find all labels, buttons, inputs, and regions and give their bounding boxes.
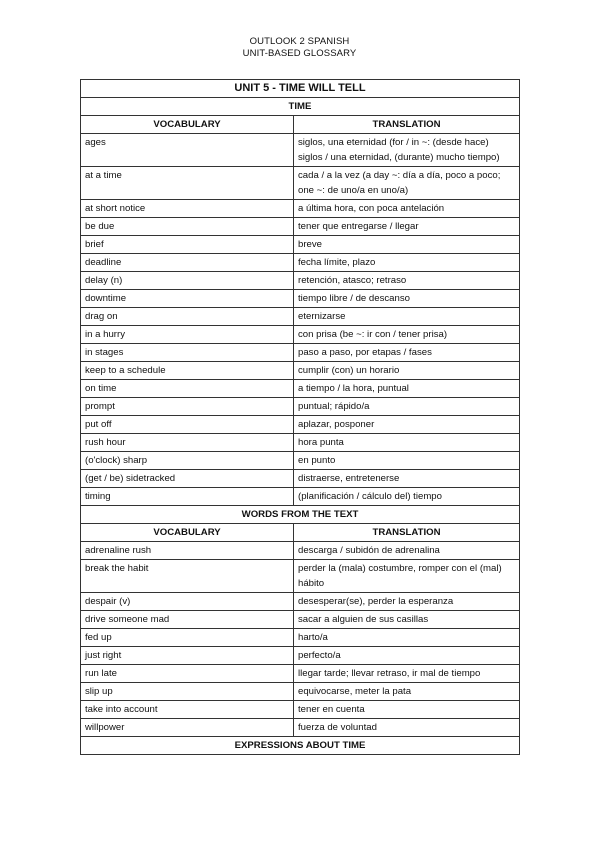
vocabulary-term: rush hour bbox=[81, 434, 294, 452]
glossary-body bbox=[81, 80, 520, 755]
glossary-row bbox=[81, 290, 520, 308]
translation-text: sacar a alguien de sus casillas bbox=[294, 611, 520, 629]
vocabulary-term: slip up bbox=[81, 683, 294, 701]
vocabulary-term: be due bbox=[81, 218, 294, 236]
vocabulary-term: timing bbox=[81, 488, 294, 506]
vocabulary-term: willpower bbox=[81, 719, 294, 737]
section-title: TIME bbox=[81, 98, 520, 116]
translation-text: a tiempo / la hora, puntual bbox=[294, 380, 520, 398]
column-header-row bbox=[81, 524, 520, 542]
glossary-row bbox=[81, 362, 520, 380]
translation-text: fuerza de voluntad bbox=[294, 719, 520, 737]
glossary-row bbox=[81, 470, 520, 488]
vocabulary-term: run late bbox=[81, 665, 294, 683]
glossary-row bbox=[81, 272, 520, 290]
vocabulary-term: deadline bbox=[81, 254, 294, 272]
glossary-row bbox=[81, 254, 520, 272]
translation-text: distraerse, entretenerse bbox=[294, 470, 520, 488]
glossary-row bbox=[81, 629, 520, 647]
translation-text: tener en cuenta bbox=[294, 701, 520, 719]
vocabulary-term: take into account bbox=[81, 701, 294, 719]
glossary-row bbox=[81, 434, 520, 452]
translation-text: a última hora, con poca antelación bbox=[294, 200, 520, 218]
vocabulary-term: in stages bbox=[81, 344, 294, 362]
translation-text: fecha límite, plazo bbox=[294, 254, 520, 272]
translation-text: breve bbox=[294, 236, 520, 254]
section-title-row bbox=[81, 506, 520, 524]
translation-text: paso a paso, por etapas / fases bbox=[294, 344, 520, 362]
vocabulary-term: at short notice bbox=[81, 200, 294, 218]
document-subtitle: UNIT-BASED GLOSSARY bbox=[242, 48, 357, 59]
section-title-row bbox=[81, 98, 520, 116]
glossary-row bbox=[81, 200, 520, 218]
glossary-row bbox=[81, 236, 520, 254]
glossary-row bbox=[81, 719, 520, 737]
vocabulary-term: delay (n) bbox=[81, 272, 294, 290]
translation-text: cada / a la vez (a day ~: día a día, poco a poco; one ~: de uno/a en uno/a) bbox=[294, 167, 520, 200]
glossary-row bbox=[81, 218, 520, 236]
translation-text: eternizarse bbox=[294, 308, 520, 326]
glossary-row bbox=[81, 326, 520, 344]
translation-text: hora punta bbox=[294, 434, 520, 452]
glossary-row bbox=[81, 452, 520, 470]
vocabulary-term: downtime bbox=[81, 290, 294, 308]
unit-title-row bbox=[81, 80, 520, 98]
glossary-row bbox=[81, 593, 520, 611]
vocabulary-term: put off bbox=[81, 416, 294, 434]
vocabulary-term: despair (v) bbox=[81, 593, 294, 611]
translation-text: tiempo libre / de descanso bbox=[294, 290, 520, 308]
translation-text: retención, atasco; retraso bbox=[294, 272, 520, 290]
vocabulary-term: (get / be) sidetracked bbox=[81, 470, 294, 488]
unit-title: UNIT 5 - TIME WILL TELL bbox=[81, 80, 520, 98]
translation-text: llegar tarde; llevar retraso, ir mal de tiempo bbox=[294, 665, 520, 683]
glossary-row bbox=[81, 380, 520, 398]
vocabulary-term: at a time bbox=[81, 167, 294, 200]
glossary-row bbox=[81, 647, 520, 665]
glossary-row bbox=[81, 542, 520, 560]
column-header-row bbox=[81, 116, 520, 134]
vocabulary-term: keep to a schedule bbox=[81, 362, 294, 380]
vocabulary-term: adrenaline rush bbox=[81, 542, 294, 560]
translation-text: en punto bbox=[294, 452, 520, 470]
vocabulary-term: break the habit bbox=[81, 560, 294, 593]
translation-text: harto/a bbox=[294, 629, 520, 647]
vocabulary-term: brief bbox=[81, 236, 294, 254]
page-header bbox=[0, 36, 599, 60]
glossary-row bbox=[81, 167, 520, 200]
column-header-translation: TRANSLATION bbox=[294, 524, 520, 542]
section-title: EXPRESSIONS ABOUT TIME bbox=[81, 737, 520, 755]
section-title-row bbox=[81, 737, 520, 755]
document-title: OUTLOOK 2 SPANISH bbox=[249, 36, 350, 47]
vocabulary-term: prompt bbox=[81, 398, 294, 416]
vocabulary-term: drag on bbox=[81, 308, 294, 326]
vocabulary-term: (o'clock) sharp bbox=[81, 452, 294, 470]
translation-text: perfecto/a bbox=[294, 647, 520, 665]
translation-text: siglos, una eternidad (for / in ~: (desde hace) siglos / una eternidad, (durante) mucho tiempo) bbox=[294, 134, 520, 167]
glossary-row bbox=[81, 665, 520, 683]
glossary-row bbox=[81, 416, 520, 434]
glossary-row bbox=[81, 611, 520, 629]
glossary-row bbox=[81, 560, 520, 593]
column-header-vocabulary: VOCABULARY bbox=[81, 116, 294, 134]
translation-text: desesperar(se), perder la esperanza bbox=[294, 593, 520, 611]
glossary-row bbox=[81, 683, 520, 701]
column-header-vocabulary: VOCABULARY bbox=[81, 524, 294, 542]
vocabulary-term: drive someone mad bbox=[81, 611, 294, 629]
glossary-row bbox=[81, 398, 520, 416]
glossary-row bbox=[81, 308, 520, 326]
translation-text: aplazar, posponer bbox=[294, 416, 520, 434]
glossary-row bbox=[81, 488, 520, 506]
glossary-row bbox=[81, 701, 520, 719]
translation-text: con prisa (be ~: ir con / tener prisa) bbox=[294, 326, 520, 344]
translation-text: descarga / subidón de adrenalina bbox=[294, 542, 520, 560]
translation-text: (planificación / cálculo del) tiempo bbox=[294, 488, 520, 506]
translation-text: equivocarse, meter la pata bbox=[294, 683, 520, 701]
translation-text: cumplir (con) un horario bbox=[294, 362, 520, 380]
translation-text: perder la (mala) costumbre, romper con el (mal) hábito bbox=[294, 560, 520, 593]
vocabulary-term: on time bbox=[81, 380, 294, 398]
vocabulary-term: just right bbox=[81, 647, 294, 665]
glossary-row bbox=[81, 134, 520, 167]
column-header-translation: TRANSLATION bbox=[294, 116, 520, 134]
vocabulary-term: ages bbox=[81, 134, 294, 167]
vocabulary-term: in a hurry bbox=[81, 326, 294, 344]
vocabulary-term: fed up bbox=[81, 629, 294, 647]
translation-text: tener que entregarse / llegar bbox=[294, 218, 520, 236]
translation-text: puntual; rápido/a bbox=[294, 398, 520, 416]
section-title: WORDS FROM THE TEXT bbox=[81, 506, 520, 524]
glossary-row bbox=[81, 344, 520, 362]
glossary-table bbox=[80, 79, 520, 755]
